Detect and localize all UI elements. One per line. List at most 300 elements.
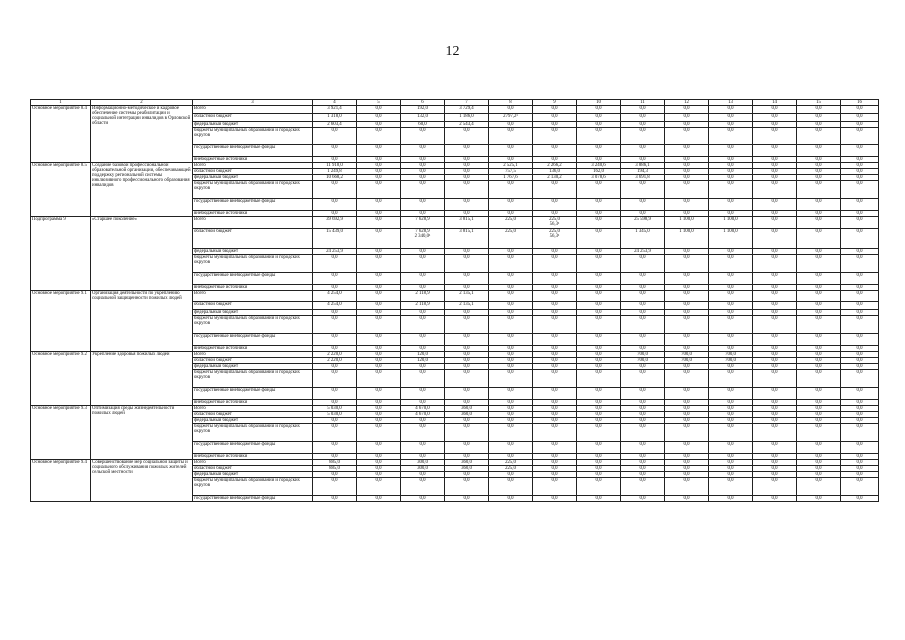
amount-cell: 0,0 bbox=[357, 302, 401, 310]
amount-cell: 0,0 bbox=[753, 106, 797, 114]
funding-source: внебюджетные источники bbox=[193, 454, 313, 460]
amount-cell: 0,0 bbox=[445, 255, 489, 273]
amount-cell: 0,0 bbox=[841, 316, 879, 334]
amount-cell: 0,0 bbox=[797, 316, 841, 334]
header-cell: 12 bbox=[665, 100, 709, 106]
amount-cell: 0,0 bbox=[753, 334, 797, 346]
page-number: 12 bbox=[445, 44, 460, 59]
funding-source: бюджеты муниципальных образований и городских округов bbox=[193, 424, 313, 442]
amount-cell: 0,0 bbox=[577, 418, 621, 424]
amount-cell: 0,0 bbox=[841, 285, 879, 291]
amount-cell: 0,0 bbox=[577, 346, 621, 352]
amount-cell: 0,0 bbox=[489, 364, 533, 370]
amount-cell: 0,0 bbox=[357, 424, 401, 442]
amount-cell: 0,0 bbox=[401, 418, 445, 424]
funding-source: государственные внебюджетные фонды bbox=[193, 273, 313, 285]
amount-cell: 0,0 bbox=[709, 211, 753, 217]
amount-cell: 0,0 bbox=[797, 418, 841, 424]
amount-cell: 0,0 bbox=[797, 255, 841, 273]
amount-cell: 0,0 bbox=[533, 424, 577, 442]
amount-cell: 0,0 bbox=[709, 157, 753, 163]
amount-cell: 0,0 bbox=[841, 128, 879, 145]
amount-cell: 0,0 bbox=[841, 388, 879, 400]
amount-cell: 0,0 bbox=[357, 285, 401, 291]
amount-cell: 0,0 bbox=[709, 412, 753, 418]
activity-code: Основное мероприятие 8.5 bbox=[31, 163, 91, 217]
amount-cell: 0,0 bbox=[841, 122, 879, 128]
amount-cell: 0,0 bbox=[665, 175, 709, 181]
amount-cell: 0,0 bbox=[841, 496, 879, 502]
amount-cell: 0,0 bbox=[577, 496, 621, 502]
amount-cell: 0,0 bbox=[797, 454, 841, 460]
amount-cell: 0,0 bbox=[533, 346, 577, 352]
amount-cell: 0,0 bbox=[665, 418, 709, 424]
amount-cell: 0,0 bbox=[621, 472, 665, 478]
amount-cell: 0,0 bbox=[489, 346, 533, 352]
amount-cell: 0,0 bbox=[357, 406, 401, 412]
amount-cell: 0,0 bbox=[577, 302, 621, 310]
amount-cell: 0,0 bbox=[797, 273, 841, 285]
amount-cell: 0,0 bbox=[313, 316, 357, 334]
amount-cell: 60,0 bbox=[401, 122, 445, 128]
amount-cell: 0,0 bbox=[357, 478, 401, 496]
amount-cell: 0,0 bbox=[313, 400, 357, 406]
amount-cell: 0,0 bbox=[797, 370, 841, 388]
header-cell: 8 bbox=[489, 100, 533, 106]
amount-cell: 0,0 bbox=[797, 128, 841, 145]
amount-cell: 0,0 bbox=[577, 273, 621, 285]
amount-cell: 0,0 bbox=[489, 316, 533, 334]
amount-cell: 0,0 bbox=[753, 175, 797, 181]
amount-cell: 0,0 bbox=[357, 273, 401, 285]
amount-cell: 0,0 bbox=[489, 400, 533, 406]
amount-cell: 0,0 bbox=[577, 466, 621, 472]
table-body bbox=[31, 106, 879, 502]
amount-cell: 0,0 bbox=[401, 285, 445, 291]
amount-cell: 5 030,0 bbox=[313, 412, 357, 418]
amount-cell: 0,0 bbox=[313, 145, 357, 157]
amount-cell: 0,0 bbox=[753, 285, 797, 291]
amount-cell: 0,0 bbox=[621, 291, 665, 302]
amount-cell: 0,0 bbox=[357, 400, 401, 406]
amount-cell: 0,0 bbox=[797, 352, 841, 358]
amount-cell: 0,0 bbox=[709, 255, 753, 273]
amount-cell: 0,0 bbox=[577, 364, 621, 370]
amount-cell: 0,0 bbox=[445, 211, 489, 217]
amount-cell: 0,0 bbox=[357, 175, 401, 181]
amount-cell: 0,0 bbox=[665, 370, 709, 388]
amount-cell: 0,0 bbox=[401, 128, 445, 145]
amount-cell: 0,0 bbox=[753, 406, 797, 412]
header-cell: 10 bbox=[577, 100, 621, 106]
amount-cell: 0,0 bbox=[533, 352, 577, 358]
amount-cell: 0,0 bbox=[489, 454, 533, 460]
amount-cell: 0,0 bbox=[445, 316, 489, 334]
amount-cell: 0,0 bbox=[489, 496, 533, 502]
amount-cell: 0,0 bbox=[445, 400, 489, 406]
amount-cell: 0,0 bbox=[841, 106, 879, 114]
amount-cell: 0,0 bbox=[665, 145, 709, 157]
amount-cell: 0,0 bbox=[841, 229, 879, 249]
amount-cell: 0,0 bbox=[797, 249, 841, 255]
amount-cell: 0,0 bbox=[445, 334, 489, 346]
amount-cell: 0,0 bbox=[753, 442, 797, 454]
amount-cell: 3 886,1 bbox=[621, 163, 665, 169]
amount-cell: 0,0 bbox=[841, 424, 879, 442]
amount-cell: 0,0 bbox=[709, 346, 753, 352]
amount-cell: 0,0 bbox=[709, 122, 753, 128]
amount-cell: 300,0 bbox=[401, 466, 445, 472]
amount-cell: 0,0 bbox=[753, 388, 797, 400]
funding-source: областной бюджет bbox=[193, 466, 313, 472]
funding-source: областной бюджет bbox=[193, 169, 313, 175]
amount-cell: 0,0 bbox=[797, 466, 841, 472]
amount-cell: 0,0 bbox=[621, 181, 665, 199]
amount-cell: 0,0 bbox=[621, 157, 665, 163]
amount-cell: 0,0 bbox=[797, 181, 841, 199]
funding-source: внебюджетные источники bbox=[193, 157, 313, 163]
funding-source: федеральный бюджет bbox=[193, 122, 313, 128]
amount-cell: 0,0 bbox=[665, 122, 709, 128]
amount-cell: 0,0 bbox=[489, 273, 533, 285]
amount-cell: 0,0 bbox=[665, 291, 709, 302]
amount-cell: 10 668,2 bbox=[313, 175, 357, 181]
amount-cell: 0,0 bbox=[401, 400, 445, 406]
amount-cell: 0,0 bbox=[621, 460, 665, 466]
amount-cell: 0,0 bbox=[709, 442, 753, 454]
amount-cell: 3 729,4 bbox=[445, 106, 489, 114]
amount-cell: 0,0 bbox=[489, 145, 533, 157]
amount-cell: 0,0 bbox=[489, 388, 533, 400]
amount-cell: 0,0 bbox=[709, 460, 753, 466]
amount-cell: 0,0 bbox=[841, 181, 879, 199]
amount-cell: 0,0 bbox=[753, 364, 797, 370]
amount-cell: 1 100,0 bbox=[665, 229, 709, 249]
amount-cell: 0,0 bbox=[753, 460, 797, 466]
funding-source: государственные внебюджетные фонды bbox=[193, 334, 313, 346]
amount-cell: 0,0 bbox=[489, 128, 533, 145]
amount-cell: 0,0 bbox=[445, 273, 489, 285]
amount-cell: 0,0 bbox=[753, 217, 797, 229]
amount-cell: 11 918,0 bbox=[313, 163, 357, 169]
amount-cell: 0,0 bbox=[357, 229, 401, 249]
amount-cell: 0,0 bbox=[709, 316, 753, 334]
amount-cell: 0,0 bbox=[753, 400, 797, 406]
amount-cell: 0,0 bbox=[445, 424, 489, 442]
amount-cell: 0,0 bbox=[313, 211, 357, 217]
header-cell: 2 bbox=[91, 100, 193, 106]
amount-cell: 0,0 bbox=[533, 249, 577, 255]
amount-cell: 0,0 bbox=[665, 169, 709, 175]
amount-cell: 0,0 bbox=[709, 310, 753, 316]
amount-cell: 1 767,6 bbox=[489, 175, 533, 181]
amount-cell: 0,0 bbox=[489, 249, 533, 255]
amount-cell: 0,0 bbox=[621, 310, 665, 316]
amount-cell: 0,0 bbox=[577, 128, 621, 145]
amount-cell: 0,0 bbox=[313, 370, 357, 388]
amount-cell: 0,0 bbox=[577, 478, 621, 496]
amount-cell: 0,0 bbox=[489, 157, 533, 163]
funding-source: федеральный бюджет bbox=[193, 472, 313, 478]
amount-cell: 162,0 bbox=[577, 169, 621, 175]
amount-cell: 0,0 bbox=[621, 400, 665, 406]
amount-cell: 0,0 bbox=[753, 310, 797, 316]
amount-cell: 0,0 bbox=[709, 175, 753, 181]
amount-cell: 0,0 bbox=[621, 346, 665, 352]
amount-cell: 360,0 bbox=[445, 412, 489, 418]
amount-cell: 0,0 bbox=[665, 478, 709, 496]
amount-cell: 3 815,1 bbox=[445, 229, 489, 249]
header-cell: 15 bbox=[797, 100, 841, 106]
amount-cell: 0,0 bbox=[445, 163, 489, 169]
activity-code: Подпрограмма 9 bbox=[31, 217, 91, 291]
amount-cell: 0,0 bbox=[665, 334, 709, 346]
amount-cell: 0,0 bbox=[709, 302, 753, 310]
amount-cell: 0,0 bbox=[533, 128, 577, 145]
amount-cell: 0,0 bbox=[357, 352, 401, 358]
amount-cell: 0,0 bbox=[709, 163, 753, 169]
activity-name: Информационно-методическое и кадровое обеспечение системы реабилитации и социальной интеграции инвалидов в Орловской области bbox=[91, 106, 193, 163]
amount-cell: 0,0 bbox=[401, 454, 445, 460]
amount-cell: 0,0 bbox=[577, 249, 621, 255]
amount-cell: 0,0 bbox=[797, 122, 841, 128]
amount-cell: 0,0 bbox=[665, 406, 709, 412]
amount-cell: 2 266,2 bbox=[533, 163, 577, 169]
amount-cell: 700,0 bbox=[665, 352, 709, 358]
amount-cell: 0,0 bbox=[577, 442, 621, 454]
funding-source: бюджеты муниципальных образований и городских округов bbox=[193, 255, 313, 273]
amount-cell: 0,0 bbox=[489, 406, 533, 412]
amount-cell: 225,0 bbox=[489, 229, 533, 249]
amount-cell: 0,0 bbox=[357, 310, 401, 316]
amount-cell: 0,0 bbox=[797, 460, 841, 466]
amount-cell: 0,0 bbox=[357, 163, 401, 169]
amount-cell: 0,0 bbox=[797, 199, 841, 211]
amount-cell: 0,0 bbox=[533, 400, 577, 406]
amount-cell: 225,0 bbox=[489, 466, 533, 472]
amount-cell: 0,0 bbox=[621, 145, 665, 157]
activity-name: Оптимизация среды жизнедеятельности пожилых людей bbox=[91, 406, 193, 460]
amount-cell: 1 100,0 bbox=[709, 217, 753, 229]
table-row bbox=[31, 106, 879, 114]
funding-source: Всего bbox=[193, 460, 313, 466]
amount-cell: 0,0 bbox=[621, 424, 665, 442]
amount-cell: 0,0 bbox=[445, 249, 489, 255]
amount-cell: 700,0 bbox=[621, 352, 665, 358]
amount-cell: 0,0 bbox=[577, 454, 621, 460]
amount-cell: 0,0 bbox=[533, 273, 577, 285]
amount-cell: 0,0 bbox=[533, 460, 577, 466]
amount-cell: 0,0 bbox=[753, 157, 797, 163]
amount-cell: 0,0 bbox=[621, 114, 665, 122]
amount-cell: 0,0 bbox=[357, 418, 401, 424]
amount-cell: 0,0 bbox=[709, 370, 753, 388]
amount-cell: 0,0 bbox=[665, 128, 709, 145]
amount-cell: 0,0 bbox=[753, 122, 797, 128]
amount-cell: 0,0 bbox=[313, 472, 357, 478]
amount-cell: 0,0 bbox=[841, 346, 879, 352]
amount-cell: 1 345,0 bbox=[621, 229, 665, 249]
amount-cell: 2 135,1 bbox=[445, 302, 489, 310]
amount-cell: 0,0 bbox=[445, 175, 489, 181]
amount-cell: 0,0 bbox=[709, 114, 753, 122]
amount-cell: 0,0 bbox=[533, 364, 577, 370]
amount-cell: 700,0 bbox=[621, 358, 665, 364]
amount-cell: 0,0 bbox=[357, 217, 401, 229]
amount-cell: 0,0 bbox=[401, 255, 445, 273]
amount-cell: 0,0 bbox=[401, 472, 445, 478]
amount-cell: 0,0 bbox=[489, 285, 533, 291]
header-cell: 6 bbox=[401, 100, 445, 106]
amount-cell: 4 254,0 bbox=[313, 302, 357, 310]
funding-source: бюджеты муниципальных образований и городских округов bbox=[193, 128, 313, 145]
amount-cell: 0,0 bbox=[401, 424, 445, 442]
amount-cell: 0,0 bbox=[577, 358, 621, 364]
amount-cell: 0,0 bbox=[489, 370, 533, 388]
amount-cell: 0,0 bbox=[665, 157, 709, 163]
amount-cell: 0,0 bbox=[841, 175, 879, 181]
funding-source: областной бюджет bbox=[193, 358, 313, 364]
amount-cell: 0,0 bbox=[401, 310, 445, 316]
activity-code: Основное мероприятие 9.1 bbox=[31, 291, 91, 352]
amount-cell: 0,0 bbox=[401, 211, 445, 217]
amount-cell: 0,0 bbox=[489, 424, 533, 442]
amount-cell: 360,0 bbox=[445, 466, 489, 472]
amount-cell: 0,0 bbox=[797, 442, 841, 454]
amount-cell: 0,0 bbox=[621, 199, 665, 211]
amount-cell: 0,0 bbox=[753, 302, 797, 310]
amount-cell: 0,0 bbox=[313, 454, 357, 460]
amount-cell: 0,0 bbox=[841, 255, 879, 273]
amount-cell: 0,0 bbox=[753, 370, 797, 388]
amount-cell: 0,0 bbox=[665, 310, 709, 316]
amount-cell: 39 692,9 bbox=[313, 217, 357, 229]
amount-cell: 0,0 bbox=[313, 424, 357, 442]
amount-cell: 0,0 bbox=[313, 199, 357, 211]
amount-cell: 0,0 bbox=[665, 364, 709, 370]
amount-cell: 0,0 bbox=[797, 400, 841, 406]
amount-cell: 0,0 bbox=[753, 478, 797, 496]
amount-cell: 0,0 bbox=[797, 217, 841, 229]
amount-cell: 0,0 bbox=[533, 370, 577, 388]
amount-cell: 0,0 bbox=[357, 122, 401, 128]
amount-cell: 2 135,1 bbox=[445, 291, 489, 302]
amount-cell: 0,0 bbox=[841, 406, 879, 412]
amount-cell: 3 691,8 bbox=[621, 175, 665, 181]
amount-cell: 0,0 bbox=[577, 460, 621, 466]
amount-cell: 0,0 bbox=[709, 454, 753, 460]
amount-cell: 0,0 bbox=[577, 400, 621, 406]
amount-cell: 0,0 bbox=[841, 364, 879, 370]
amount-cell: 0,0 bbox=[841, 400, 879, 406]
amount-cell: 0,0 bbox=[753, 418, 797, 424]
amount-cell: 1 100,0 bbox=[665, 217, 709, 229]
amount-cell: 0,0 bbox=[401, 478, 445, 496]
amount-cell: 136,0 bbox=[533, 169, 577, 175]
amount-cell: 0,0 bbox=[533, 106, 577, 114]
amount-cell: 0,0 bbox=[445, 128, 489, 145]
header-cell: 16 bbox=[841, 100, 879, 106]
amount-cell: 0,0 bbox=[753, 181, 797, 199]
amount-cell: 1 318,0 bbox=[313, 114, 357, 122]
amount-cell: 0,0 bbox=[489, 181, 533, 199]
amount-cell: 0,0 bbox=[841, 291, 879, 302]
amount-cell: 0,0 bbox=[489, 358, 533, 364]
amount-cell: 0,0 bbox=[665, 273, 709, 285]
funding-source: областной бюджет bbox=[193, 302, 313, 310]
amount-cell: 0,0 bbox=[621, 285, 665, 291]
amount-cell: 0,0 bbox=[709, 418, 753, 424]
amount-cell: 3 240,6 bbox=[577, 163, 621, 169]
amount-cell: 0,0 bbox=[313, 418, 357, 424]
amount-cell: 0,0 bbox=[401, 370, 445, 388]
amount-cell: 0,0 bbox=[533, 181, 577, 199]
amount-cell: 0,0 bbox=[533, 199, 577, 211]
amount-cell: 2 220,0 bbox=[313, 358, 357, 364]
amount-cell: 1 249,8 bbox=[313, 169, 357, 175]
amount-cell: 0,0 bbox=[709, 472, 753, 478]
funding-source: бюджеты муниципальных образований и городских округов bbox=[193, 181, 313, 199]
amount-cell: 0,0 bbox=[841, 249, 879, 255]
amount-cell: 192,0 bbox=[401, 106, 445, 114]
amount-cell: 0,0 bbox=[621, 478, 665, 496]
amount-cell: 0,0 bbox=[797, 424, 841, 442]
amount-cell: 0,0 bbox=[577, 217, 621, 229]
amount-cell: 0,0 bbox=[577, 334, 621, 346]
amount-cell: 0,0 bbox=[709, 128, 753, 145]
amount-cell: 0,0 bbox=[841, 466, 879, 472]
amount-cell: 2 525,1 bbox=[489, 163, 533, 169]
amount-cell: 0,0 bbox=[401, 249, 445, 255]
activity-code: Основное мероприятие 9.2 bbox=[31, 352, 91, 406]
amount-cell: 0,0 bbox=[841, 114, 879, 122]
funding-source: Всего bbox=[193, 163, 313, 169]
funding-source: федеральный бюджет bbox=[193, 175, 313, 181]
funding-source: внебюджетные источники bbox=[193, 400, 313, 406]
amount-cell: 1 186,0 bbox=[445, 114, 489, 122]
amount-cell: 0,0 bbox=[753, 466, 797, 472]
amount-cell: 0,0 bbox=[621, 122, 665, 128]
amount-cell: 0,0 bbox=[533, 388, 577, 400]
amount-cell: 0,0 bbox=[753, 169, 797, 175]
amount-cell: 0,0 bbox=[401, 273, 445, 285]
amount-cell: 2 130,2 bbox=[533, 175, 577, 181]
amount-cell: 0,0 bbox=[401, 199, 445, 211]
amount-cell: 0,0 bbox=[797, 478, 841, 496]
amount-cell: 0,0 bbox=[577, 145, 621, 157]
amount-cell: 0,0 bbox=[753, 358, 797, 364]
amount-cell: 0,0 bbox=[533, 358, 577, 364]
amount-cell: 0,0 bbox=[797, 346, 841, 352]
amount-cell: 0,0 bbox=[709, 181, 753, 199]
amount-cell: 0,0 bbox=[401, 169, 445, 175]
amount-cell: 0,0 bbox=[401, 346, 445, 352]
amount-cell: 0,0 bbox=[533, 454, 577, 460]
amount-cell: 0,0 bbox=[797, 106, 841, 114]
amount-cell: 0,0 bbox=[577, 406, 621, 412]
amount-cell: 0,0 bbox=[313, 310, 357, 316]
amount-cell: 0,0 bbox=[401, 175, 445, 181]
amount-cell: 120,0 bbox=[401, 352, 445, 358]
amount-cell: 0,0 bbox=[489, 211, 533, 217]
amount-cell: 0,0 bbox=[533, 412, 577, 418]
funding-source: федеральный бюджет bbox=[193, 249, 313, 255]
amount-cell: 0,0 bbox=[533, 472, 577, 478]
amount-cell: 0,0 bbox=[577, 412, 621, 418]
amount-cell: 24 253,9 bbox=[313, 249, 357, 255]
amount-cell: 0,0 bbox=[709, 249, 753, 255]
amount-cell: 25 598,9 bbox=[621, 217, 665, 229]
